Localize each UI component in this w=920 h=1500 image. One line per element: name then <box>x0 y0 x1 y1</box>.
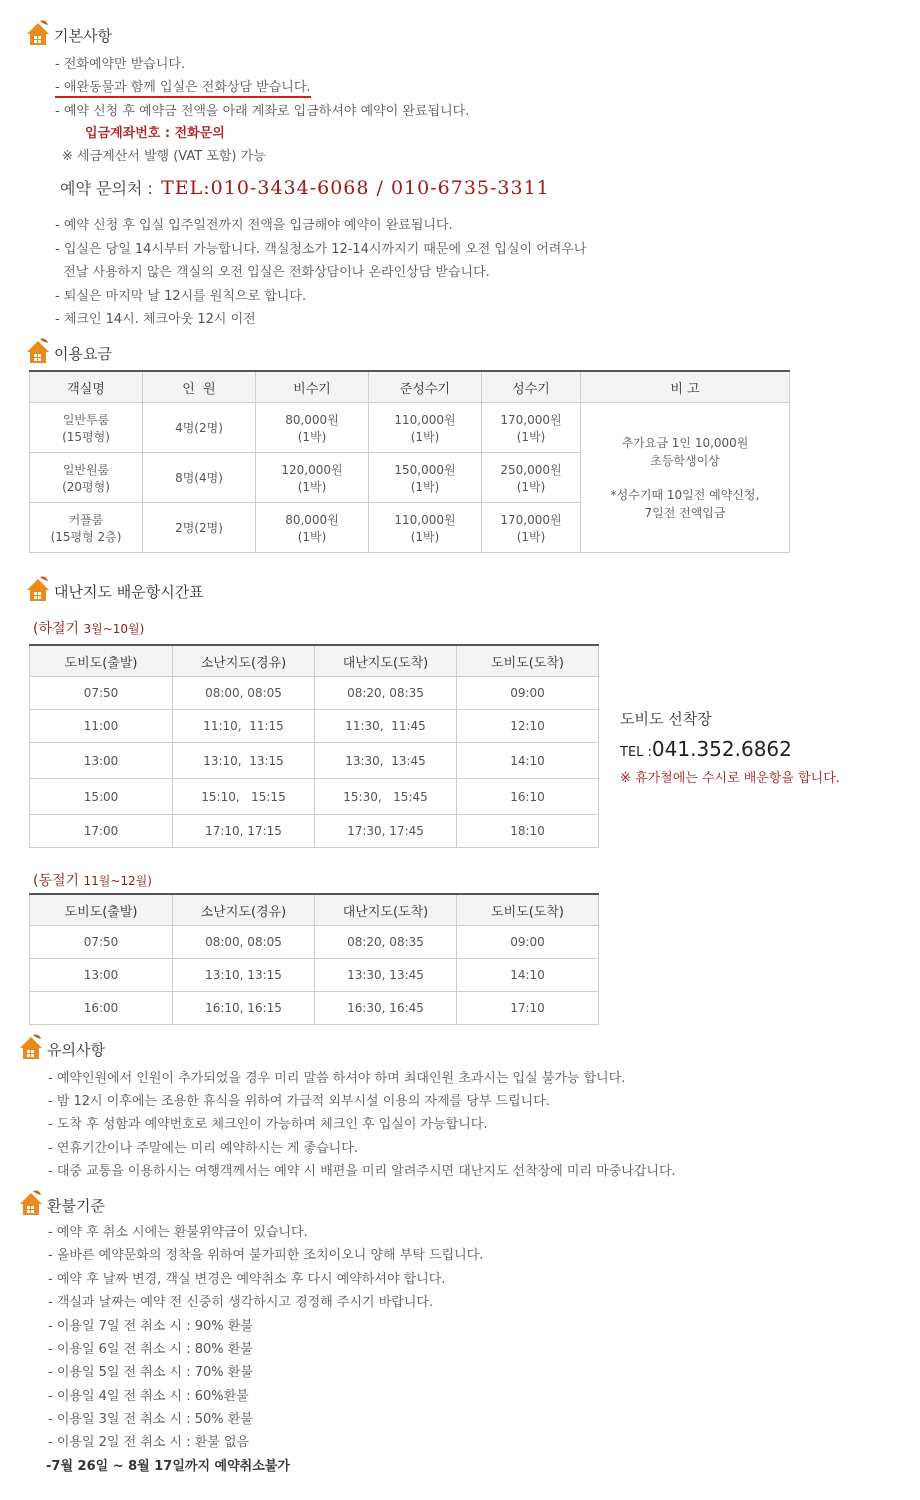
table-row <box>30 743 599 779</box>
winter-schedule-table <box>29 893 599 1025</box>
time-cell: 08:20, 08:35 <box>315 677 457 710</box>
table-row <box>30 926 599 959</box>
table-header-row <box>30 894 599 926</box>
table-row <box>30 992 599 1025</box>
table-row <box>30 677 599 710</box>
note-cell: 추가요금 1인 10,000원 초등학생이상 *성수기때 10일전 예약신청, 7일전 전액입금 <box>581 403 790 553</box>
time-cell: 08:00, 08:05 <box>173 926 315 959</box>
col-header: 소난지도(경유) <box>173 645 315 677</box>
room-cell: 일반투룸 (15평형) <box>30 403 143 453</box>
room-cell: 일반원룸 (20평형) <box>30 453 143 503</box>
caution-line: - 대중 교통을 이용하시는 여행객께서는 예약 시 배편을 미리 알려주시면 대난지도 선착장에 미리 마중나갑니다. <box>48 1164 676 1179</box>
section-title: 이용요금 <box>54 345 112 363</box>
pier-note: ※ 휴가철에는 수시로 배운항을 합니다. <box>620 771 840 786</box>
section-title: 유의사항 <box>47 1041 105 1059</box>
col-header: 도비도(출발) <box>30 645 173 677</box>
house-icon <box>26 576 50 602</box>
table-row <box>30 710 599 743</box>
refund-line: - 객실과 날짜는 예약 전 신중히 생각하시고 경정해 주시기 바랍니다. <box>48 1295 434 1310</box>
refund-line: - 이용일 2일 전 취소 시 : 환불 없음 <box>48 1435 250 1450</box>
section-title: 기본사항 <box>54 27 112 45</box>
basic-line: 전날 사용하지 않은 객실의 오전 입실은 전화상담이나 온라인상담 받습니다. <box>55 265 490 280</box>
tel-numbers: TEL:010-3434-6068 / 010-6735-3311 <box>161 177 550 199</box>
time-cell: 16:10 <box>457 779 599 815</box>
col-header: 대난지도(도착) <box>315 894 457 926</box>
house-icon <box>26 20 50 46</box>
time-cell: 13:00 <box>30 959 173 992</box>
table-header-row <box>30 645 599 677</box>
price-cell: 120,000원 (1박) <box>256 453 369 503</box>
summer-schedule-table <box>29 644 599 848</box>
time-cell: 11:10, 11:15 <box>173 710 315 743</box>
pier-name: 도비도 선착장 <box>620 710 712 728</box>
time-cell: 14:10 <box>457 743 599 779</box>
price-cell: 80,000원 (1박) <box>256 403 369 453</box>
col-header: 도비도(도착) <box>457 894 599 926</box>
basic-line: - 예약 신청 후 예약금 전액을 아래 계좌로 입금하셔야 예약이 완료됩니다. <box>55 104 470 119</box>
time-cell: 14:10 <box>457 959 599 992</box>
col-header: 비 고 <box>581 371 790 403</box>
col-header: 인 원 <box>143 371 256 403</box>
section-title: 환불기준 <box>47 1197 105 1215</box>
price-cell: 170,000원 (1박) <box>482 403 581 453</box>
house-icon <box>19 1034 43 1060</box>
col-header: 대난지도(도착) <box>315 645 457 677</box>
summer-label: (하절기 3월~10월) <box>33 621 145 637</box>
refund-no-cancel: -7월 26일 ~ 8월 17일까지 예약취소불가 <box>46 1459 290 1474</box>
table-header-row <box>30 371 790 403</box>
people-cell: 8명(4명) <box>143 453 256 503</box>
caution-line: - 밤 12시 이후에는 조용한 휴식을 위하여 가급적 외부시설 이용의 자제를 당부 드립니다. <box>48 1094 550 1109</box>
tel-label: 예약 문의처 : <box>60 179 153 198</box>
time-cell: 09:00 <box>457 926 599 959</box>
section-caution-header <box>19 1034 105 1060</box>
time-cell: 16:10, 16:15 <box>173 992 315 1025</box>
time-cell: 17:00 <box>30 815 173 848</box>
time-cell: 17:10, 17:15 <box>173 815 315 848</box>
price-cell: 80,000원 (1박) <box>256 503 369 553</box>
time-cell: 18:10 <box>457 815 599 848</box>
col-header: 객실명 <box>30 371 143 403</box>
time-cell: 16:00 <box>30 992 173 1025</box>
account-info: 입금계좌번호 : 전화문의 <box>85 126 225 141</box>
basic-line: - 전화예약만 받습니다. <box>55 57 186 72</box>
col-header: 도비도(도착) <box>457 645 599 677</box>
reservation-contact <box>60 176 550 199</box>
people-cell: 2명(2명) <box>143 503 256 553</box>
refund-line: - 예약 후 취소 시에는 환불위약금이 있습니다. <box>48 1225 308 1240</box>
section-pricing-header <box>26 338 112 364</box>
refund-line: - 예약 후 날짜 변경, 객실 변경은 예약취소 후 다시 예약하셔야 합니다. <box>48 1272 446 1287</box>
table-row <box>30 779 599 815</box>
table-row <box>30 815 599 848</box>
time-cell: 13:10, 13:15 <box>173 743 315 779</box>
caution-line: - 연휴기간이나 주말에는 미리 예약하시는 게 좋습니다. <box>48 1141 358 1156</box>
basic-line: - 체크인 14시. 체크아웃 12시 이전 <box>55 312 256 327</box>
time-cell: 12:10 <box>457 710 599 743</box>
basic-line-pet: - 애완동물과 함께 입실은 전화상담 받습니다. <box>55 79 311 97</box>
col-header: 준성수기 <box>369 371 482 403</box>
refund-line: - 이용일 4일 전 취소 시 : 60%환불 <box>48 1389 249 1404</box>
section-basic-header <box>26 20 112 46</box>
price-cell: 110,000원 (1박) <box>369 403 482 453</box>
section-title: 대난지도 배운항시간표 <box>54 583 204 601</box>
time-cell: 09:00 <box>457 677 599 710</box>
col-header: 비수기 <box>256 371 369 403</box>
time-cell: 16:30, 16:45 <box>315 992 457 1025</box>
time-cell: 08:00, 08:05 <box>173 677 315 710</box>
time-cell: 07:50 <box>30 926 173 959</box>
house-icon <box>19 1190 43 1216</box>
time-cell: 08:20, 08:35 <box>315 926 457 959</box>
pricing-table <box>29 370 790 553</box>
pier-info <box>620 708 840 786</box>
basic-line: - 퇴실은 마지막 날 12시를 원칙으로 합니다. <box>55 289 307 304</box>
refund-line: - 올바른 예약문화의 정착을 위하여 불가피한 조치이오니 양해 부탁 드립니다. <box>48 1248 484 1263</box>
refund-line: - 이용일 3일 전 취소 시 : 50% 환불 <box>48 1412 253 1427</box>
basic-line: - 입실은 당일 14시부터 가능합니다. 객실청소가 12-14시까지기 때문에 오전 입실이 어려우나 <box>55 242 587 257</box>
room-cell: 커플룸 (15평형 2층) <box>30 503 143 553</box>
refund-line: - 이용일 5일 전 취소 시 : 70% 환불 <box>48 1365 253 1380</box>
time-cell: 11:00 <box>30 710 173 743</box>
col-header: 도비도(출발) <box>30 894 173 926</box>
price-cell: 170,000원 (1박) <box>482 503 581 553</box>
col-header: 소난지도(경유) <box>173 894 315 926</box>
col-header: 성수기 <box>482 371 581 403</box>
table-row <box>30 959 599 992</box>
time-cell: 15:30, 15:45 <box>315 779 457 815</box>
table-row <box>30 403 790 453</box>
time-cell: 15:00 <box>30 779 173 815</box>
price-cell: 110,000원 (1박) <box>369 503 482 553</box>
section-ferry-header <box>26 576 204 602</box>
section-refund-header <box>19 1190 105 1216</box>
pier-tel: TEL :041.352.6862 <box>620 737 792 761</box>
refund-line: - 이용일 7일 전 취소 시 : 90% 환불 <box>48 1319 253 1334</box>
time-cell: 15:10, 15:15 <box>173 779 315 815</box>
time-cell: 13:00 <box>30 743 173 779</box>
house-icon <box>26 338 50 364</box>
price-cell: 250,000원 (1박) <box>482 453 581 503</box>
price-cell: 150,000원 (1박) <box>369 453 482 503</box>
time-cell: 11:30, 11:45 <box>315 710 457 743</box>
time-cell: 17:30, 17:45 <box>315 815 457 848</box>
time-cell: 07:50 <box>30 677 173 710</box>
time-cell: 13:30, 13:45 <box>315 959 457 992</box>
caution-line: - 예약인원에서 인원이 추가되었을 경우 미리 말씀 하셔야 하며 최대인원 초과시는 입실 불가능 합니다. <box>48 1071 626 1086</box>
vat-note: ※ 세금계산서 발행 (VAT 포함) 가능 <box>62 149 266 164</box>
caution-line: - 도착 후 성함과 예약번호로 체크인이 가능하며 체크인 후 입실이 가능합니다. <box>48 1117 488 1132</box>
basic-line: - 예약 신청 후 입실 입주일전까지 전액을 입금해야 예약이 완료됩니다. <box>55 218 453 233</box>
time-cell: 13:10, 13:15 <box>173 959 315 992</box>
time-cell: 13:30, 13:45 <box>315 743 457 779</box>
refund-line: - 이용일 6일 전 취소 시 : 80% 환불 <box>48 1342 253 1357</box>
time-cell: 17:10 <box>457 992 599 1025</box>
people-cell: 4명(2명) <box>143 403 256 453</box>
winter-label: (동절기 11월~12월) <box>33 873 152 889</box>
